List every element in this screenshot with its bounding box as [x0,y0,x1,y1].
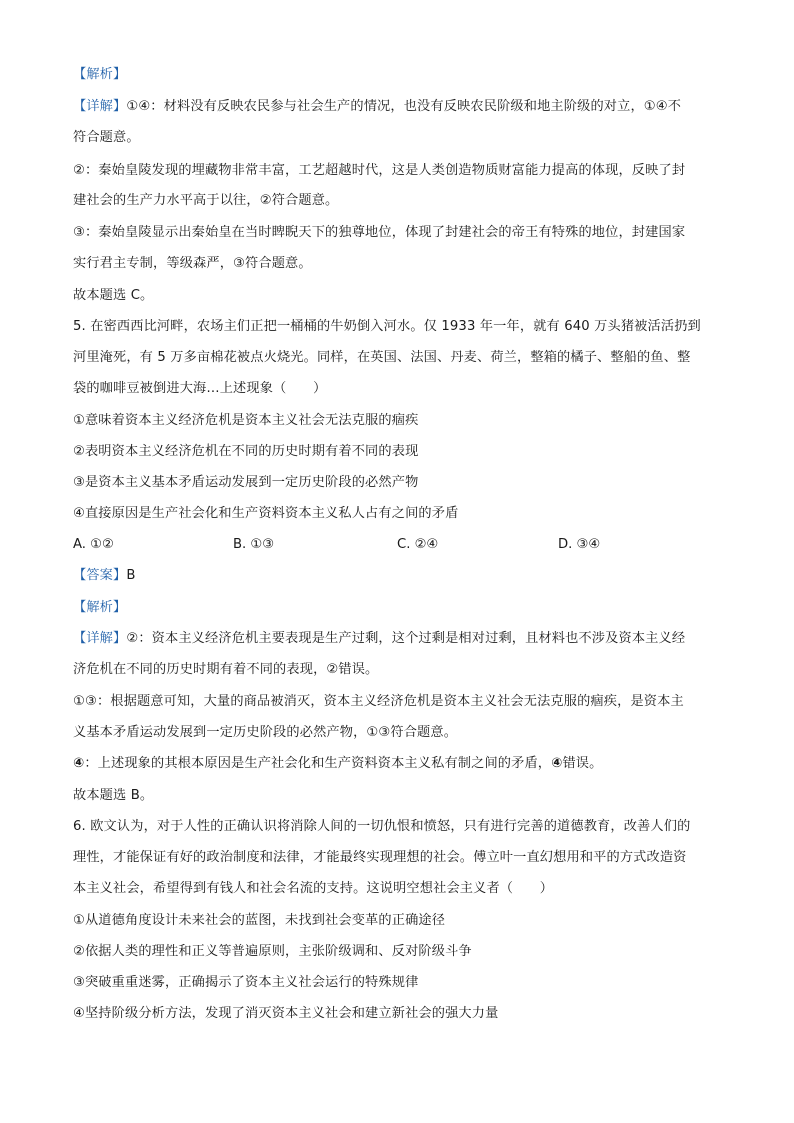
detail-text-end: 错误。 [562,756,603,771]
detail-paragraph-1 [73,97,723,117]
statement-item: ①意味着资本主义经济危机是资本主义社会无法克服的痼疾 [73,413,419,428]
answer-value: B [126,568,136,583]
statement-item: ④直接原因是生产社会化和生产资料资本主义私人占有之间的矛盾 [73,506,459,521]
detail-line: 实行君主专制，等级森严，③符合题意。 [73,256,312,271]
detail-tag: 【详解】 [73,631,127,646]
detail-line: ③：秦始皇陵显示出秦始皇在当时睥睨天下的独尊地位，体现了封建社会的帝王有特殊的地位，封建国家 [73,225,686,240]
detail-line: ②：秦始皇陵发现的埋藏物非常丰富，工艺超越时代，这是人类创造物质财富能力提高的体现，反映了封 [73,163,686,178]
analysis-tag: 【解析】 [73,67,127,82]
detail-line: 符合题意。 [73,130,140,145]
detail-line: 义基本矛盾运动发展到一定历史阶段的必然产物，①③符合题意。 [73,725,458,740]
answer-tag: 【答案】 [73,568,127,583]
statement-item: ③是资本主义基本矛盾运动发展到一定历史阶段的必然产物 [73,475,419,490]
conclusion-line: 故本题选 B。 [73,788,154,803]
question-5-stem: 河里淹死，有 5 万多亩棉花被点火烧光。同样，在英国、法国、丹麦、荷兰，整箱的橘子、整船的鱼、整 [73,350,691,365]
statement-item: ③突破重重迷雾，正确揭示了资本主义社会运行的特殊规律 [73,975,419,990]
question-6-stem: 本主义社会，希望得到有钱人和社会名流的支持。这说明空想社会主义者（ ） [73,881,554,896]
detail-text: ②：资本主义经济危机主要表现是生产过剩，这个过剩是相对过剩，且材料也不涉及资本主义经 [126,631,686,646]
statement-item: ④坚持阶级分析方法，发现了消灭资本主义社会和建立新社会的强大力量 [73,1006,499,1021]
detail-line [73,754,723,774]
circled-four: ④ [73,756,85,771]
detail-text: ①④：材料没有反映农民参与社会生产的情况，也没有反映农民阶级和地主阶级的对立，①④不 [126,99,682,114]
detail-tag: 【详解】 [73,99,127,114]
option-d: D. ③④ [558,537,601,552]
question-6-stem: 理性，才能保证有好的政治制度和法律，才能最终实现理想的社会。傅立叶一直幻想用和平的方式改造资 [73,850,687,865]
detail-line: 建社会的生产力水平高于以往，②符合题意。 [73,193,339,208]
statement-item: ①从道德角度设计未来社会的蓝图，未找到社会变革的正确途径 [73,913,446,928]
statement-item: ②表明资本主义经济危机在不同的历史时期有着不同的表现 [73,444,419,459]
analysis-tag: 【解析】 [73,600,127,615]
statement-item: ②依据人类的理性和正义等普遍原则，主张阶级调和、反对阶级斗争 [73,944,472,959]
detail-line: ①③：根据题意可知，大量的商品被消灭，资本主义经济危机是资本主义社会无法克服的痼疾，是资本主 [73,694,684,709]
question-5-stem: 5. 在密西西比河畔，农场主们正把一桶桶的牛奶倒入河水。仅 1933 年一年，就有 640 万头猪被活活扔到 [73,319,701,334]
detail-paragraph-1 [73,629,723,649]
detail-text: ：上述现象的其根本原因是生产社会化和生产资料资本主义私有制之间的矛盾， [84,756,552,771]
conclusion-line: 故本题选 C。 [73,288,154,303]
question-6-stem: 6. 欧文认为，对于人性的正确认识将消除人间的一切仇恨和愤怒，只有进行完善的道德教育，改善人们的 [73,819,691,834]
option-a: A. ①② [73,537,114,552]
circled-four: ④ [551,756,563,771]
option-c: C. ②④ [397,537,439,552]
answer-line [73,566,723,586]
question-5-stem: 袋的咖啡豆被倒进大海…上述现象（ ） [73,381,327,396]
option-b: B. ①③ [233,537,275,552]
detail-line: 济危机在不同的历史时期有着不同的表现，②错误。 [73,662,379,677]
